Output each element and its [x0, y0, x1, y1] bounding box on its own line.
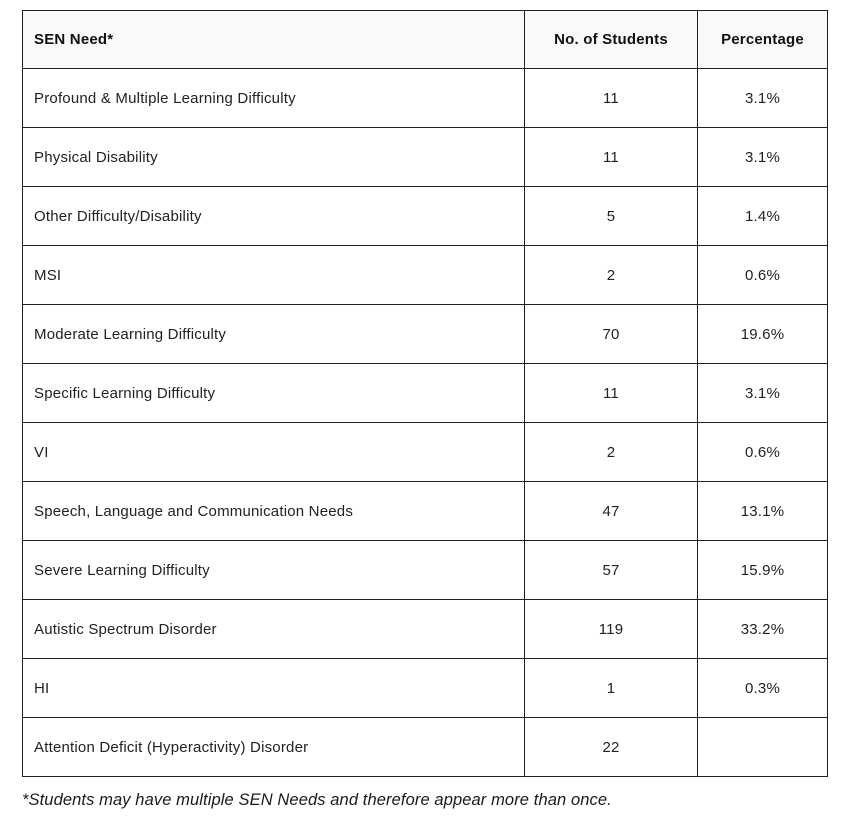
column-header-no-of-students: No. of Students [525, 11, 698, 69]
cell-percentage: 19.6% [698, 305, 828, 364]
cell-count: 57 [525, 541, 698, 600]
cell-sen-need: Severe Learning Difficulty [23, 541, 525, 600]
cell-sen-need: Attention Deficit (Hyperactivity) Disorder [23, 718, 525, 777]
cell-count: 11 [525, 128, 698, 187]
cell-sen-need: Physical Disability [23, 128, 525, 187]
cell-percentage [698, 718, 828, 777]
cell-sen-need: Autistic Spectrum Disorder [23, 600, 525, 659]
cell-count: 11 [525, 364, 698, 423]
cell-count: 2 [525, 423, 698, 482]
cell-count: 47 [525, 482, 698, 541]
table-row [23, 305, 828, 364]
sen-needs-table [22, 10, 828, 777]
cell-sen-need: Speech, Language and Communication Needs [23, 482, 525, 541]
table-row [23, 718, 828, 777]
table-row [23, 600, 828, 659]
cell-percentage: 1.4% [698, 187, 828, 246]
cell-percentage: 0.3% [698, 659, 828, 718]
cell-percentage: 33.2% [698, 600, 828, 659]
cell-percentage: 13.1% [698, 482, 828, 541]
table-row [23, 364, 828, 423]
cell-count: 119 [525, 600, 698, 659]
cell-sen-need: Moderate Learning Difficulty [23, 305, 525, 364]
table-row [23, 482, 828, 541]
cell-percentage: 15.9% [698, 541, 828, 600]
cell-count: 2 [525, 246, 698, 305]
table-row [23, 187, 828, 246]
cell-sen-need: VI [23, 423, 525, 482]
table-row [23, 128, 828, 187]
table-header-row [23, 11, 828, 69]
cell-percentage: 3.1% [698, 69, 828, 128]
table-row [23, 69, 828, 128]
table-row [23, 659, 828, 718]
cell-count: 11 [525, 69, 698, 128]
cell-count: 22 [525, 718, 698, 777]
cell-count: 5 [525, 187, 698, 246]
cell-sen-need: Specific Learning Difficulty [23, 364, 525, 423]
cell-count: 1 [525, 659, 698, 718]
cell-percentage: 3.1% [698, 128, 828, 187]
cell-sen-need: HI [23, 659, 525, 718]
cell-sen-need: Profound & Multiple Learning Difficulty [23, 69, 525, 128]
table-row [23, 541, 828, 600]
footnote: *Students may have multiple SEN Needs and therefore appear more than once. [22, 791, 612, 809]
cell-percentage: 3.1% [698, 364, 828, 423]
cell-sen-need: Other Difficulty/Disability [23, 187, 525, 246]
cell-percentage: 0.6% [698, 423, 828, 482]
column-header-sen-need: SEN Need* [23, 11, 525, 69]
cell-count: 70 [525, 305, 698, 364]
cell-sen-need: MSI [23, 246, 525, 305]
table-row [23, 246, 828, 305]
table-row [23, 423, 828, 482]
cell-percentage: 0.6% [698, 246, 828, 305]
column-header-percentage: Percentage [698, 11, 828, 69]
